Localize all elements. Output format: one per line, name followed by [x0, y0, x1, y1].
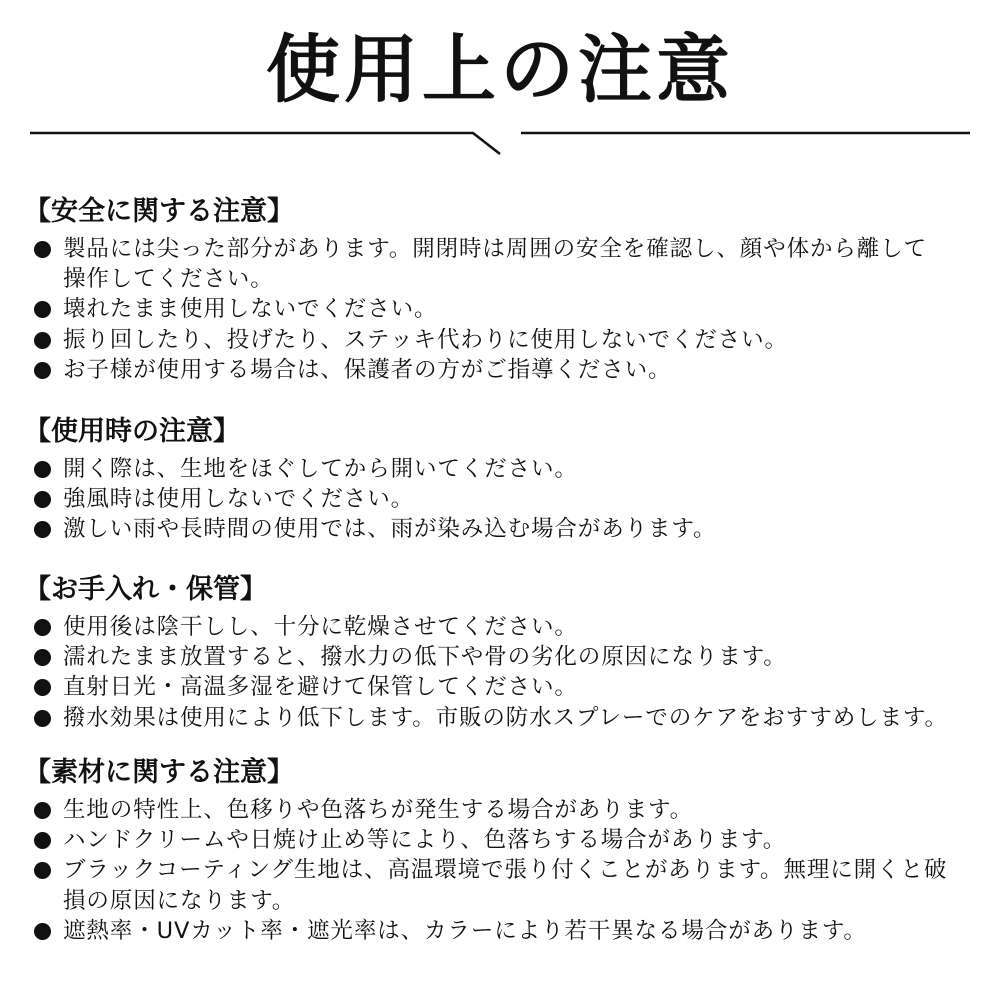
section-care-storage — [24, 570, 978, 733]
section-heading: 【素材に関する注意】 — [24, 757, 294, 788]
bullet-icon — [34, 362, 51, 379]
page-title: 使用上の注意 — [266, 27, 734, 113]
list-item — [28, 642, 978, 672]
list-item — [28, 294, 978, 324]
bullet-icon — [34, 521, 51, 538]
list-item — [28, 672, 978, 702]
bullet-icon — [34, 923, 51, 940]
bullet-icon — [34, 461, 51, 478]
section-heading: 【使用時の注意】 — [24, 416, 240, 447]
item-text: 使用後は陰干しし、十分に乾燥させてください。 — [63, 614, 578, 640]
list-item — [28, 916, 978, 946]
bullet-icon — [34, 332, 51, 349]
item-text: 損の原因になります。 — [63, 887, 296, 914]
bullet-icon — [34, 649, 51, 666]
list-item — [28, 514, 978, 544]
item-text: ブラックコーティング生地は、高温環境で張り付くことがあります。無理に開くと破 — [63, 857, 948, 884]
item-text: 操作してください。 — [63, 266, 274, 293]
list-item — [28, 484, 978, 514]
title-divider — [0, 0, 1000, 170]
item-text: 強風時は使用しないでください。 — [63, 486, 415, 513]
list-item — [28, 612, 978, 642]
list-item — [28, 825, 978, 855]
item-text: 激しい雨や長時間の使用では、雨が染み込む場合があります。 — [63, 516, 717, 543]
item-text: 直射日光・高温多湿を避けて保管してください。 — [63, 674, 578, 701]
bullet-icon — [34, 491, 51, 508]
list-item — [28, 234, 978, 294]
list-item — [28, 703, 978, 733]
item-text: 壊れたまま使用しないでください。 — [63, 296, 438, 323]
section-usage — [24, 412, 978, 545]
item-text: 製品には尖った部分があります。開閉時は周囲の安全を確認し、顔や体から離して — [63, 236, 928, 262]
list-item — [28, 795, 978, 825]
section-heading: 【安全に関する注意】 — [24, 196, 294, 227]
item-text: 撥水効果は使用により低下します。市販の防水スプレーでのケアをおすすめします。 — [63, 704, 948, 731]
bullet-icon — [34, 832, 51, 849]
bullet-icon — [34, 301, 51, 318]
section-heading: 【お手入れ・保管】 — [24, 574, 267, 605]
section-material — [24, 753, 978, 946]
bullet-icon — [34, 619, 51, 636]
item-text: お子様が使用する場合は、保護者の方がご指導ください。 — [63, 356, 672, 383]
bullet-icon — [34, 862, 51, 879]
bullet-icon — [34, 802, 51, 819]
item-text: 開く際は、生地をほぐしてから開いてください。 — [63, 456, 578, 482]
list-item — [28, 355, 978, 385]
item-text: 遮熱率・UVカット率・遮光率は、カラーにより若干異なる場合があります。 — [63, 917, 867, 944]
list-item — [28, 325, 978, 355]
list-item — [28, 855, 978, 915]
section-safety — [24, 192, 978, 385]
list-item — [28, 454, 978, 484]
bullet-icon — [34, 710, 51, 727]
bullet-icon — [34, 679, 51, 696]
bullet-icon — [34, 241, 51, 258]
item-text: 生地の特性上、色移りや色落ちが発生する場合があります。 — [63, 797, 694, 823]
item-text: ハンドクリームや日焼け止め等により、色落ちする場合があります。 — [63, 827, 787, 854]
item-text: 濡れたまま放置すると、撥水力の低下や骨の劣化の原因になります。 — [63, 644, 787, 671]
item-text: 振り回したり、投げたり、ステッキ代わりに使用しないでください。 — [63, 326, 788, 353]
